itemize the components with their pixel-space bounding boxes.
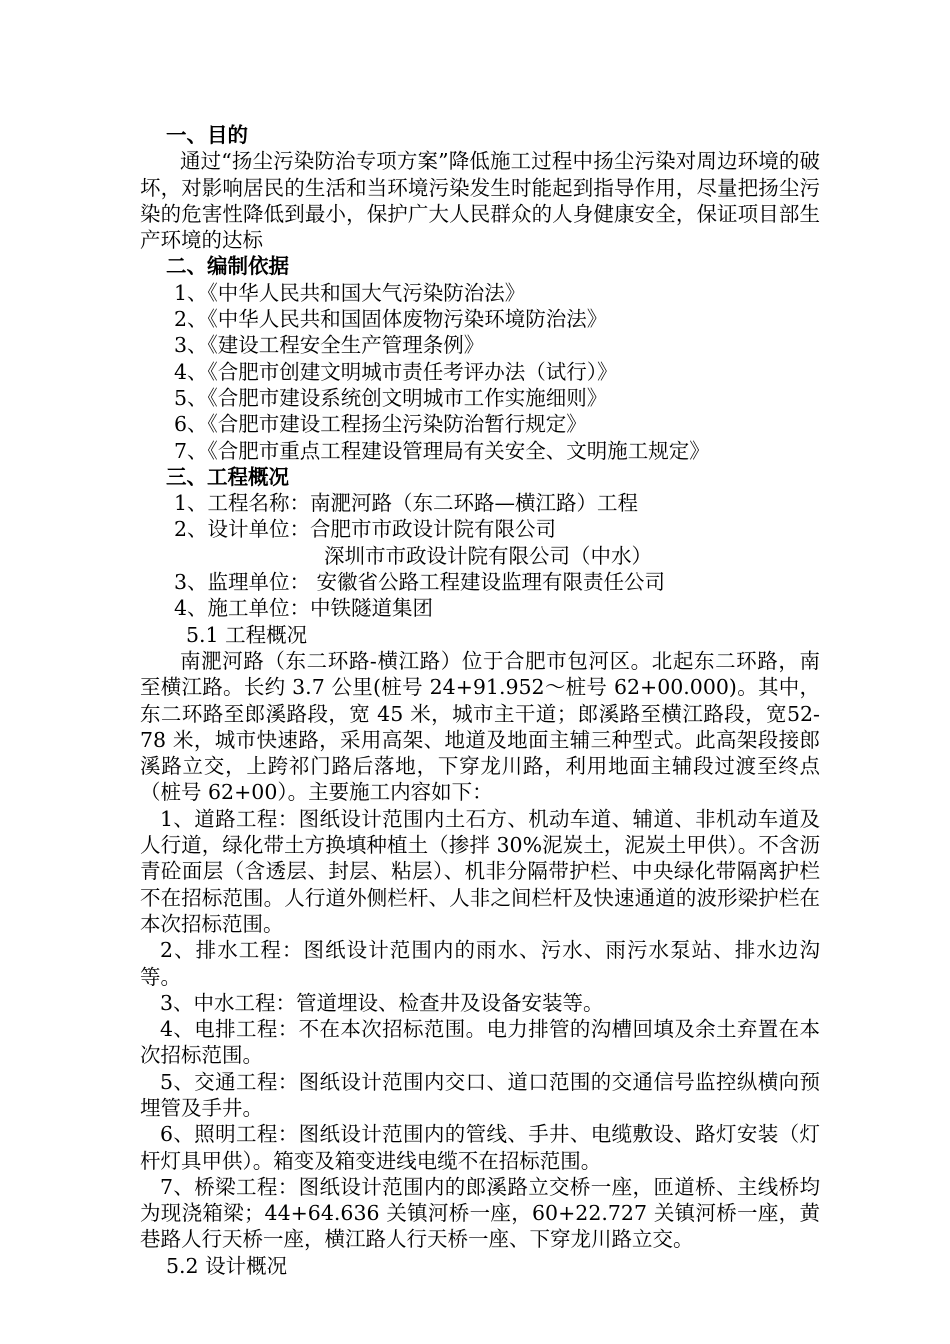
subheading-5-2: 5.2 设计概况 bbox=[166, 1253, 288, 1278]
heading-basis: 二、编制依据 bbox=[166, 254, 289, 279]
construction-unit: 4、施工单位：中铁隧道集团 bbox=[174, 596, 434, 621]
supervision-unit: 3、监理单位： 安徽省公路工程建设监理有限责任公司 bbox=[174, 570, 666, 595]
ref-item: 4、《合肥市创建文明城市责任考评办法（试行）》 bbox=[174, 359, 618, 384]
design-unit: 2、设计单位：合肥市市政设计院有限公司 bbox=[174, 517, 557, 542]
ref-item: 6、《合肥市建设工程扬尘污染防治暂行规定》 bbox=[174, 412, 587, 437]
ref-item: 1、《中华人民共和国大气污染防治法》 bbox=[174, 280, 526, 305]
work-item: 1、道路工程：图纸设计范围内土石方、机动车道、辅道、非机动车道及人行道，绿化带土方换填种植土（掺拌 30%泥炭土，泥炭土甲供）。不含沥青砼面层（含透层、封层、粘层）、机非分隔带护栏、中央绿化带隔离护栏不在招标范围。人行道外侧栏杆、人非之间栏杆及快速通道的波形梁护栏在本次招标范围。 bbox=[140, 806, 820, 936]
work-item: 7、桥梁工程：图纸设计范围内的郎溪路立交桥一座，匝道桥、主线桥均为现浇箱梁；44+64.636 关镇河桥一座，60+22.727 关镇河桥一座，黄巷路人行天桥一座，横江路人行天桥一座、下穿龙川路立交。 bbox=[140, 1174, 820, 1252]
heading-overview: 三、工程概况 bbox=[166, 464, 289, 489]
ref-item: 5、《合肥市建设系统创文明城市工作实施细则》 bbox=[174, 385, 608, 410]
work-item: 5、交通工程：图纸设计范围内交口、道口范围的交通信号监控纵横向预埋管及手井。 bbox=[140, 1069, 820, 1120]
ref-item: 3、《建设工程安全生产管理条例》 bbox=[174, 333, 485, 358]
subheading-5-1: 5.1 工程概况 bbox=[186, 622, 308, 647]
purpose-text: 通过“扬尘污染防治专项方案”降低施工过程中扬尘污染对周边环境的破坏，对影响居民的生活和当环境污染发生时能起到指导作用，尽量把扬尘污染的危害性降低到最小，保护广大人民群众的人身健康安全，保证项目部生产环境的达标 bbox=[140, 149, 820, 253]
overview-text: 南淝河路（东二环路-横江路）位于合肥市包河区。北起东二环路，南至横江路。长约 3.7 公里(桩号 24+91.952～桩号 62+00.000)。其中，东二环路至郎溪路段，宽 45 米，城市主干道；郎溪路至横江路段，宽52-78 米，城市快速路，采用高架、地道及地面主辅三种型式。此高架段接郎溪路立交，上跨祁门路后落地，下穿龙川路，利用地面主辅段过渡至终点（桩号 62+00）。主要施工内容如下： bbox=[140, 648, 820, 805]
design-unit-2: 深圳市市政设计院有限公司（中水） bbox=[324, 543, 652, 568]
work-item: 3、中水工程：管道埋设、检查井及设备安装等。 bbox=[160, 990, 604, 1015]
work-item: 4、电排工程：不在本次招标范围。电力排管的沟槽回填及余土弃置在本次招标范围。 bbox=[140, 1017, 820, 1068]
ref-item: 2、《中华人民共和国固体废物污染环境防治法》 bbox=[174, 307, 608, 332]
ref-item: 7、《合肥市重点工程建设管理局有关安全、文明施工规定》 bbox=[174, 438, 710, 463]
project-name: 1、工程名称：南淝河路（东二环路—横江路）工程 bbox=[174, 491, 639, 516]
work-item: 2、排水工程：图纸设计范围内的雨水、污水、雨污水泵站、排水边沟等。 bbox=[140, 938, 820, 989]
heading-purpose: 一、目的 bbox=[166, 123, 248, 147]
work-item: 6、照明工程：图纸设计范围内的管线、手井、电缆敷设、路灯安装（灯杆灯具甲供）。箱变及箱变进线电缆不在招标范围。 bbox=[140, 1122, 820, 1173]
document-page bbox=[140, 122, 820, 1279]
